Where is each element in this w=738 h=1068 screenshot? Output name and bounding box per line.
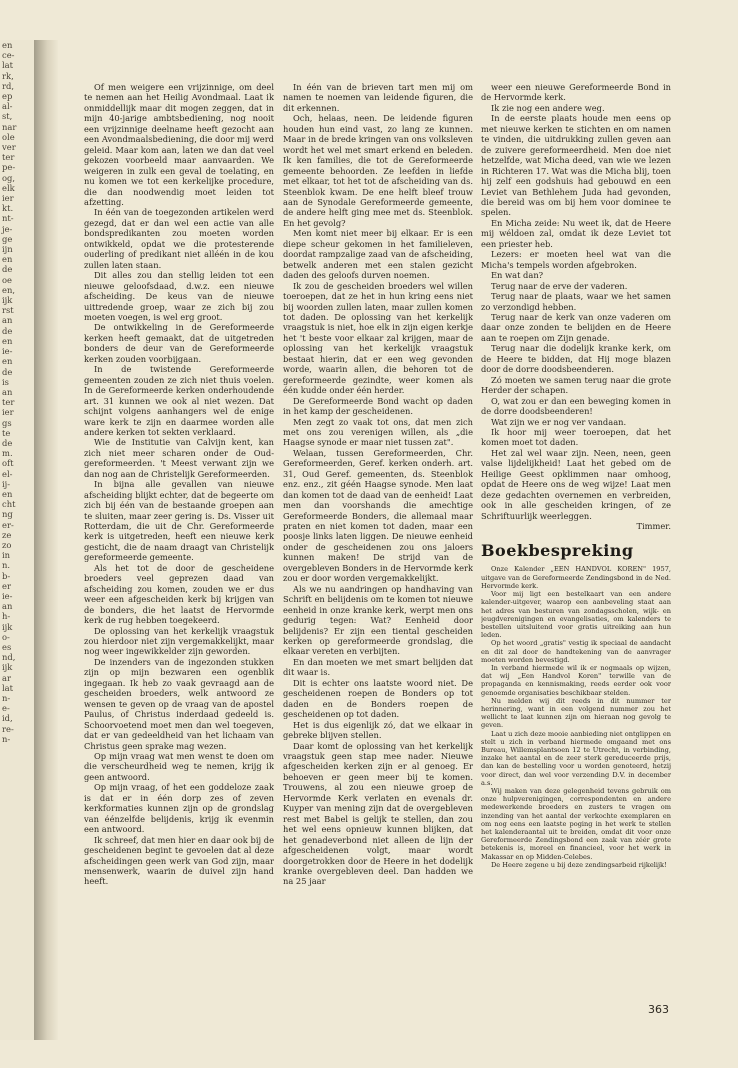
article-paragraph: Terug naar de plaats, waar we het samen zo verzondigd hebben. [481,291,671,312]
previous-page-fragment: ijk [2,621,13,632]
previous-page-fragment: elk [2,182,15,193]
previous-page-fragment: ie- [2,346,13,357]
previous-page-fragment: ijn [2,244,13,255]
review-paragraph: Nu melden wij dit reeds in dit nummer ter herinnering, want in een volgend nummer zou het wellicht te laat kunnen zijn om hieraan nog gevolg te geven. [481,696,671,730]
article-paragraph: Op mijn vraag, of het een goddeloze zaak is dat er in één dorp zes of zeven kerkformaties kunnen zijn op de grondslag van éénzelfde belijdenis, krijg ik evenmin een antwoord. [84,782,274,835]
previous-page-fragment: h- [2,611,11,622]
previous-page-fragment: rk, [2,70,14,81]
previous-page-fragment: m. [2,448,13,459]
previous-page-fragment: pe- [2,162,16,173]
review-paragraph: De Heere zegene u bij deze zendingsarbeid rijkelijk! [491,860,667,869]
article-paragraph: Men komt niet meer bij elkaar. Er is een diepe scheur gekomen in het familieleven, doordat rampzalige zaad van de afscheiding, betwelk anderen met een stalen gezicht daden des geloofs durven noemen. [283,228,473,281]
review-paragraph: In verband hiermede wil ik er nogmaals op wijzen, dat wij „Een Handvol Koren" terwille van de propaganda en kennismaking, reeds eerder ook voor genoemde organisaties beschikbaar stelden. [481,663,671,697]
previous-page-fragment: oft [2,458,14,469]
article-paragraph: Terug naar de kerk van onze vaderen om daar onze zonden te belijden en de Heere aan te roepen om Zijn genade. [481,311,671,343]
previous-page-fragment: nd, [2,652,16,663]
previous-page-fragment: n- [2,693,11,703]
article-paragraph: Lezers: er moeten heel wat van die Micha's tempels worden afgebroken. [481,249,671,270]
previous-page-fragment: de [2,437,13,448]
article-paragraph: Wat zijn we er nog ver vandaan. [491,416,627,427]
previous-page-fragment: en [2,356,13,367]
review-paragraph: Onze Kalender „EEN HANDVOL KOREN" 1957, uitgave van de Gereformeerde Zendingsbond in de Ned. Hervormde kerk. [481,565,671,590]
previous-page-fragment: o- [2,631,10,642]
previous-page-fragment: is [2,376,9,387]
previous-page-fragment: en, [2,284,16,295]
previous-page-fragment: cht [2,499,16,510]
previous-page-fragment: el- [2,468,13,479]
previous-page-fragment: en [2,40,13,50]
article-paragraph: En Micha zeide: Nu weet ik, dat de Heere mij wéldoen zal, omdat ik deze Leviet tot een priester heb. [481,217,671,249]
article-paragraph: Het zal wel waar zijn. Neen, neen, geen valse lijdelijkheid! Laat het gebed om de Heilige Geest opklimmen naar omhoog, opdat de Heere ons de weg wijze! Laat men deze gedachten overnemen en verbreiden, ook in alle gescheiden kringen, of ze Schriftuurlijk weerleggen. [481,447,671,521]
page-number: 363 [648,1003,669,1016]
article-paragraph: In de eerste plaats houde men eens op met nieuwe kerken te stichten en om namen te vinden, die uitdrukking zullen geven aan de zuivere gereformeerdheid. Men doe niet hetzelfde, wat Micha deed, van wie we lezen in Richteren 17. Wat was die Micha blij, toen hij zelf een godshuis had gebouwd en een Leviet van Bethlehem Juda had gevonden, die bereid was om bij hem voor dominee te spelen. [481,113,671,218]
article-paragraph: In bijna alle gevallen van nieuwe afscheiding blijkt echter, dat de begeerte om zich bij één van de bestaande groepen aan te sluiten, maar zeer gering is. Ds. Visser uit Rotterdam, die uit de Chr. Gereformeerde kerk is uitgetreden, heeft een nieuwe kerk gesticht, die de naam draagt van Christelijk gereformeerde gemeente. [84,479,274,563]
article-paragraph: De ontwikkeling in de Gereformeerde kerken heeft gemaakt, dat de uitgetreden bonders de deur van de Gereformeerde kerken zouden voorbijgaan. [84,322,274,364]
previous-page-fragment: nar [2,121,17,132]
review-paragraph: Laat u zich deze mooie aanbieding niet ontglippen en stelt u zich in verband hiermede omgaand met ons Bureau, Willemsplantsoen 12 te Utrecht, in verbinding, inzake het aantal en de zeer sterk gereduceerde prijs, dan kan de bestelling voor u worden genoteerd, hetzij voor direct, dan wel voor verzending D.V. in december a.s. [481,729,671,787]
previous-page-fragment: ver [2,142,16,153]
previous-page-fragment: id, [2,713,13,724]
article-paragraph: Ik zou de gescheiden broeders wel willen toeroepen, dat ze het in hun kring eens niet bij woorden zullen laten, maar zullen komen tot daden. De oplossing van het kerkelijk vraagstuk is niet, hoe elk in zijn eigen kerkje het 't beste voor elkaar zal krijgen, maar de oplossing van het kerkelijk vraagstuk bestaat hierin, dat er een weg gevonden worde, waarin allen, die behoren tot de gereformeerde gezindte, weer komen als één kudde onder één herder. [283,280,473,396]
previous-page-fragment: ie- [2,590,13,601]
previous-page-fragment: en [2,335,13,346]
book-review-heading: Boekbespreking [481,541,634,561]
previous-page-fragment: ier [2,407,14,418]
article-paragraph: Men zegt zo vaak tot ons, dat men zich met ons zou verenigen willen, als „die Haagse synode er maar niet tussen zat". [283,416,473,448]
previous-page-fragment: ter [2,397,15,408]
review-paragraph: Op het woord „gratis" vestig ik speciaal de aandacht en dit zal door de handtekening van de aanvrager moeten worden bevestigd. [481,639,671,664]
article-paragraph: In één van de brieven tart men mij om namen te noemen van leidende figuren, die dit erkennen. [283,82,473,113]
previous-page-fragment: zo [2,539,12,550]
previous-page-fragment: ze [2,529,12,540]
page-gutter [34,40,58,1040]
previous-page-fragment: de [2,325,13,336]
previous-page-fragment: e- [2,703,10,714]
previous-page-fragment: nt- [2,213,14,224]
article-paragraph: Welaan, tussen Gereformeerden, Chr. Gereformeerden, Geref. kerken onderh. art. 31, Oud Geref. gemeenten, ds. Steenblok enz. enz., zit géén Haagse synode. Men laat dan komen tot de daad van de eenheid! Laat men dan voorshands die amechtige Gereformeerde Bonders, die allemaal maar praten en niet komen tot daden, maar een poosje links laten liggen. De nieuwe eenheid onder de gescheidenen zou ons jaloers kunnen maken! De strijd van de overgebleven Bonders in de Hervormde kerk zou er door worden vergemakkelijkt. [283,447,473,584]
previous-page-fragment: rst [2,305,14,316]
previous-page-fragment: ole [2,131,15,142]
previous-page-fragment: re- [2,723,14,734]
previous-page-fragment: b- [2,570,11,581]
previous-page-fragment: lat [2,682,14,693]
article-paragraph: Dit alles zou dan stellig leiden tot een nieuwe geloofsdaad, d.w.z. een nieuwe afscheiding. De keus van de nieuwe uittredende groep, waar ze zich bij zou moeten voegen, is wel erg groot. [84,270,274,322]
previous-page-fragment: ge [2,233,13,244]
previous-page-fragment: je- [2,223,13,234]
article-paragraph: De inzenders van de ingezonden stukken zijn op mijn bezwaren een ogenblik ingegaan. Ik heb zo vaak gevraagd aan de gescheiden broeders, welk antwoord ze wensen te geven op de vraag van de apostel Paulus, of Christus inderdaad gedeeld is. Schoorvoetend moet men dan wel toegeven, dat er van gedeeldheid van het lichaam van Christus geen sprake mag wezen. [84,656,274,751]
book-review-body [481,565,671,869]
article-paragraph: O, wat zou er dan een beweging komen in de dorre doodsbeenderen! [481,395,671,417]
previous-page-fragment: oe [2,274,12,285]
article-column-1 [84,82,274,1012]
article-column-3-body [481,82,671,521]
article-paragraph: In de twistende Gereformeerde gemeenten zouden ze zich niet thuis voelen. In de Gereformeerde kerken onderhoudende art. 31 kunnen we ook al niet wezen. Dat schijnt volgens aanhangers wel de enige ware kerk te zijn en daarmee worden alle andere kerken tot sekten verklaard. [84,364,274,437]
previous-page-fragment: ier [2,193,14,204]
previous-page-fragment: ijk [2,295,13,306]
previous-page-fragment: te [2,427,11,438]
previous-page-fragment: er [2,580,11,591]
article-paragraph: Het is dus eigenlijk zó, dat we elkaar in gebreke blijven stellen. [283,719,473,741]
article-paragraph: Terug naar die dodelijk kranke kerk, om de Heere te bidden, dat Hij moge blazen door de dorre doodsbeenderen. [481,343,671,375]
article-column-3 [481,82,671,982]
previous-page-fragment: an [2,601,13,612]
author-signature: Timmer. [636,521,671,532]
previous-page-fragment: n- [2,733,11,744]
previous-page-fragment: es [2,641,12,652]
article-paragraph: Ik hoor mij weer toeroepen, dat het komen moet tot daden. [481,426,671,448]
previous-page-fragment: en [2,254,13,265]
previous-page-fragment: ar [2,672,11,683]
previous-page-fragment: en [2,488,13,499]
previous-page-fragment: an [2,386,13,397]
article-paragraph: Ik schreef, dat men hier en daar ook bij de gescheidenen begint te gevoelen dat al deze afscheidingen geen werk van God zijn, maar mensenwerk, waarin de duivel zijn hand heeft. [84,834,274,887]
previous-page-fragment: lat [2,60,14,71]
review-paragraph: Wij maken van deze gelegenheid tevens gebruik om onze hulpverenigingen, correspondenten en andere medewerkende broeders en zusters te vragen om inzending van het aantal der verkochte exemplaren en om nog eens een laatste poging in het werk te stellen het kalenderaantal uit te breiden, omdat dit voor onze Gereformeerde Zendingsbond een zaak van zéér grote betekenis is, moreel en financieel, voor het werk in Makassar en op Midden-Celebes. [481,786,671,861]
previous-page-fragment: ng [2,509,13,520]
previous-page-fragment: al- [2,101,13,112]
review-paragraph: Voor mij ligt een bestelkaart van een andere kalender-uitgever, waarop een aanbeveling staat aan het adres van besturen van zondagsscholen, wijk- en jeugdverenigingen en evangelisaties, om kalenders te bestellen uitsluitend voor gratis uitreiking aan hun leden. [481,590,671,640]
article-paragraph: De oplossing van het kerkelijk vraagstuk zou hierdoor niet zijn vergemakkelijkt, maar nog weer ingewikkelder zijn geworden. [84,625,274,657]
previous-page-fragment: in [2,550,11,561]
previous-page-fragment: de [2,264,13,275]
article-paragraph: Als we nu aandringen op handhaving van Schrift en belijdenis om te komen tot nieuwe eenheid in onze kranke kerk, werpt men ons gedurig tegen: Wat? Eenheid door belijdenis? Er zijn een tiental gescheiden kerken op gereformeerde grondslag, die elkaar vereten en verbijten. [283,583,473,657]
article-paragraph: En dan moeten we met smart belijden dat dit waar is. [283,656,473,678]
previous-page-fragment: kt. [2,203,14,214]
previous-page-fragment: rd, [2,80,15,91]
previous-page-fragment: st, [2,111,13,122]
article-paragraph: En wat dan? [491,270,544,281]
article-paragraph: De Gereformeerde Bond wacht op daden in het kamp der gescheidenen. [283,395,473,417]
article-paragraph: Zó moeten we samen terug naar die grote Herder der schapen. [481,374,671,396]
article-paragraph: Dit is echter ons laatste woord niet. De gescheidenen roepen de Bonders op tot daden en de Bonders roepen de gescheidenen op tot daden. [283,677,473,720]
previous-page-fragment: de [2,366,13,377]
previous-page-fragment: ij- [2,478,11,489]
article-paragraph: Ik zie nog een andere weg. [491,102,605,113]
previous-page-fragment: ter [2,152,15,163]
previous-page-fragment: og, [2,172,16,183]
article-paragraph: Of men weigere een vrijzinnige, om deel te nemen aan het Heilig Avondmaal. Laat ik onmiddellijk maar dit mogen zeggen, dat in mijn 40-jarige ambtsbediening, nog nooit een vrijzinnige deelname heeft gezocht aan een Avondmaalsbediening, die door mij werd geleid. Maar kom aan, laten we dan dat veel gekozen voorbeeld maar aanvaarden. We weigeren in zulk een geval de toelating, en nu komen we tot een kerkelijke procedure, die dan noodwendig moet leiden tot afzetting. [84,82,274,207]
article-paragraph: Als het tot de door de gescheidene broeders veel geprezen daad van afscheiding zou komen, zouden we er dus weer een afgescheiden kerk bij krijgen van de bonders, die het laatst de Hervormde kerk de rug hebben toegekeerd. [84,562,274,626]
previous-page-fragment: ep [2,91,13,102]
previous-page-fragment: gs [2,417,12,428]
previous-page-fragment: ce- [2,50,15,61]
previous-page-fragment: er- [2,519,14,530]
previous-page-fragment: n. [2,560,11,571]
article-column-2 [283,82,473,1012]
previous-page-fragment: an [2,315,13,326]
article-paragraph: Terug naar de erve der vaderen. [491,280,628,291]
article-paragraph: In één van de toegezonden artikelen werd gezegd, dat er dan wel een actie van alle bondspredikanten zou moeten worden ontwikkeld, opdat we die protesterende ouderling of predikant niet alléén in de kou zullen laten staan. [84,207,274,270]
article-paragraph: Wie de Institutie van Calvijn kent, kan zich niet meer scharen onder de Oud-gereformeerden. 't Meest verwant zijn we dan nog aan de Christelijk Gereformeerden. [84,437,274,479]
article-paragraph: Op mijn vraag wat men wenst te doen om die verscheurdheid weg te nemen, krijg ik geen antwoord. [84,751,274,782]
article-paragraph: Och, helaas, neen. De leidende figuren houden hun eind vast, zo lang ze kunnen. Maar in de brede kringen van ons volksleven wordt het wel met smart erkend en beleden. Ik ken families, die tot de Gereformeerde gemeente behoorden. Ze leefden in liefde met elkaar, tot het tot de afscheiding van ds. Steenblok kwam. De ene helft bleef trouw aan de Synodale Gereformeerde gemeente, de andere helft ging mee met ds. Steenblok. En het gevolg? [283,113,473,228]
article-paragraph: weer een nieuwe Gereformeerde Bond in de Hervormde kerk. [481,82,671,103]
previous-page-edge [0,40,35,1040]
previous-page-fragment: ijk [2,662,13,673]
article-paragraph: Daar komt de oplossing van het kerkelijk vraagstuk geen stap mee nader. Nieuwe afgescheiden kerken zijn er al genoeg. Er behoeven er geen meer bij te komen. Trouwens, al zou een nieuwe groep de Hervormde Kerk verlaten en evenals dr. Kuyper van mening zijn dat de overgebleven rest met Babel is gelijk te stellen, dan zou het wel eens opnieuw kunnen blijken, dat het genadeverbond niet alleen de lijn der afgescheidenen volgt, maar wordt doorgetrokken door de Heere in het dodelijk kranke overgebleven deel. Dan hadden we na 25 jaar [283,740,473,887]
